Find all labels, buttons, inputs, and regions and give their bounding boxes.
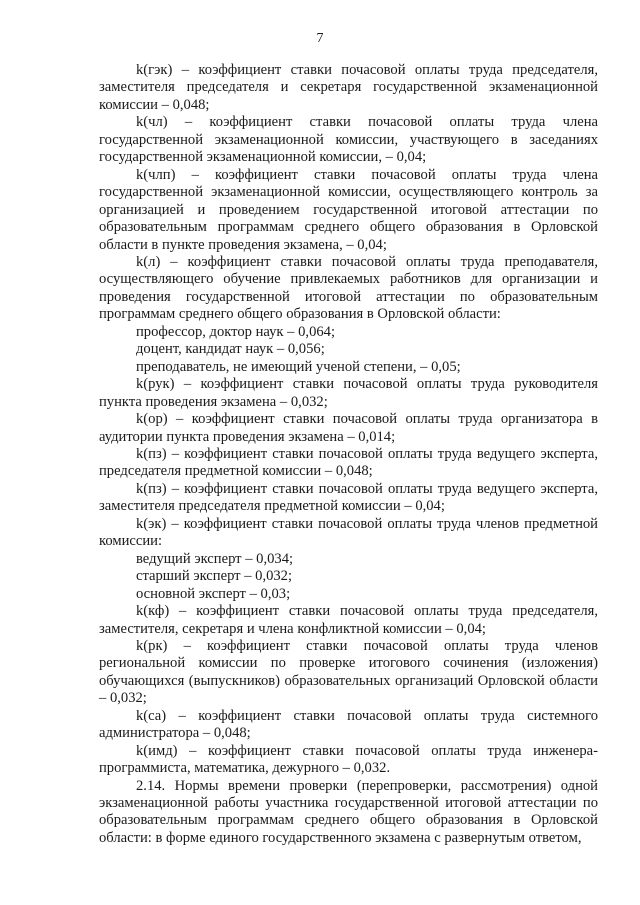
list-item: ведущий эксперт – 0,034; [136,550,294,567]
document-body [99,62,598,847]
paragraph: k(ор) – коэффициент ставки почасовой оплаты труда организатора в аудитории пункта проведения экзамена – 0,014; [99,411,598,445]
paragraph: k(кф) – коэффициент ставки почасовой оплаты труда председателя, заместителя, секретаря и члена конфликтной комиссии – 0,04; [99,603,598,637]
list-item: старший эксперт – 0,032; [136,568,293,585]
list-item: основной эксперт – 0,03; [136,585,291,602]
paragraph: k(пз) – коэффициент ставки почасовой оплаты труда ведущего эксперта, председателя предметной комиссии – 0,048; [99,445,598,480]
paragraph: k(гэк) – коэффициент ставки почасовой оплаты труда председателя, заместителя председателя и секретаря государственной экзаменационной комиссии – 0,048; [99,62,598,113]
paragraph: k(са) – коэффициент ставки почасовой оплаты труда системного администратора – 0,048; [99,707,598,742]
paragraph: k(рк) – коэффициент ставки почасовой оплаты труда членов региональной комиссии по проверке итогового сочинения (изложения) обучающихся (выпускников) образовательных организаций Орловской области – 0,032; [99,637,598,707]
paragraph: k(рук) – коэффициент ставки почасовой оплаты труда руководителя пункта проведения экзамена – 0,032; [99,376,598,410]
list-item: профессор, доктор наук – 0,064; [136,323,336,340]
page-number: 7 [316,31,324,46]
paragraph: k(имд) – коэффициент ставки почасовой оплаты труда инженера-программиста, математика, дежурного – 0,032. [99,742,598,777]
paragraph: 2.14. Нормы времени проверки (перепроверки, рассмотрения) одной экзаменационной работы участника государственной итоговой аттестации по образовательным программам среднего общего образования в Орловской области: в форме единого государственного экзамена с развернутым ответом, [99,777,598,846]
paragraph: k(члп) – коэффициент ставки почасовой оплаты труда члена государственной экзаменационной комиссии, осуществляющего контроль за организацией и проведением государственной итоговой аттестации по образовательным программам среднего общего образования в Орловской области в пункте проведения экзамена, – 0,04; [99,166,598,253]
list-item: доцент, кандидат наук – 0,056; [136,341,325,358]
paragraph: k(пз) – коэффициент ставки почасовой оплаты труда ведущего эксперта, заместителя председателя предметной комиссии – 0,04; [99,480,598,515]
paragraph: k(л) – коэффициент ставки почасовой оплаты труда преподавателя, осуществляющего обучение привлекаемых работников для организации и проведения государственной итоговой аттестации по образовательным программам среднего общего образования в Орловской области: [99,253,598,323]
paragraph: k(эк) – коэффициент ставки почасовой оплаты труда членов предметной комиссии: [99,515,598,550]
list-item: преподаватель, не имеющий ученой степени, – 0,05; [136,358,461,375]
paragraph: k(чл) – коэффициент ставки почасовой оплаты труда члена государственной экзаменационной комиссии, участвующего в заседаниях государственной экзаменационной комиссии, – 0,04; [99,114,598,166]
